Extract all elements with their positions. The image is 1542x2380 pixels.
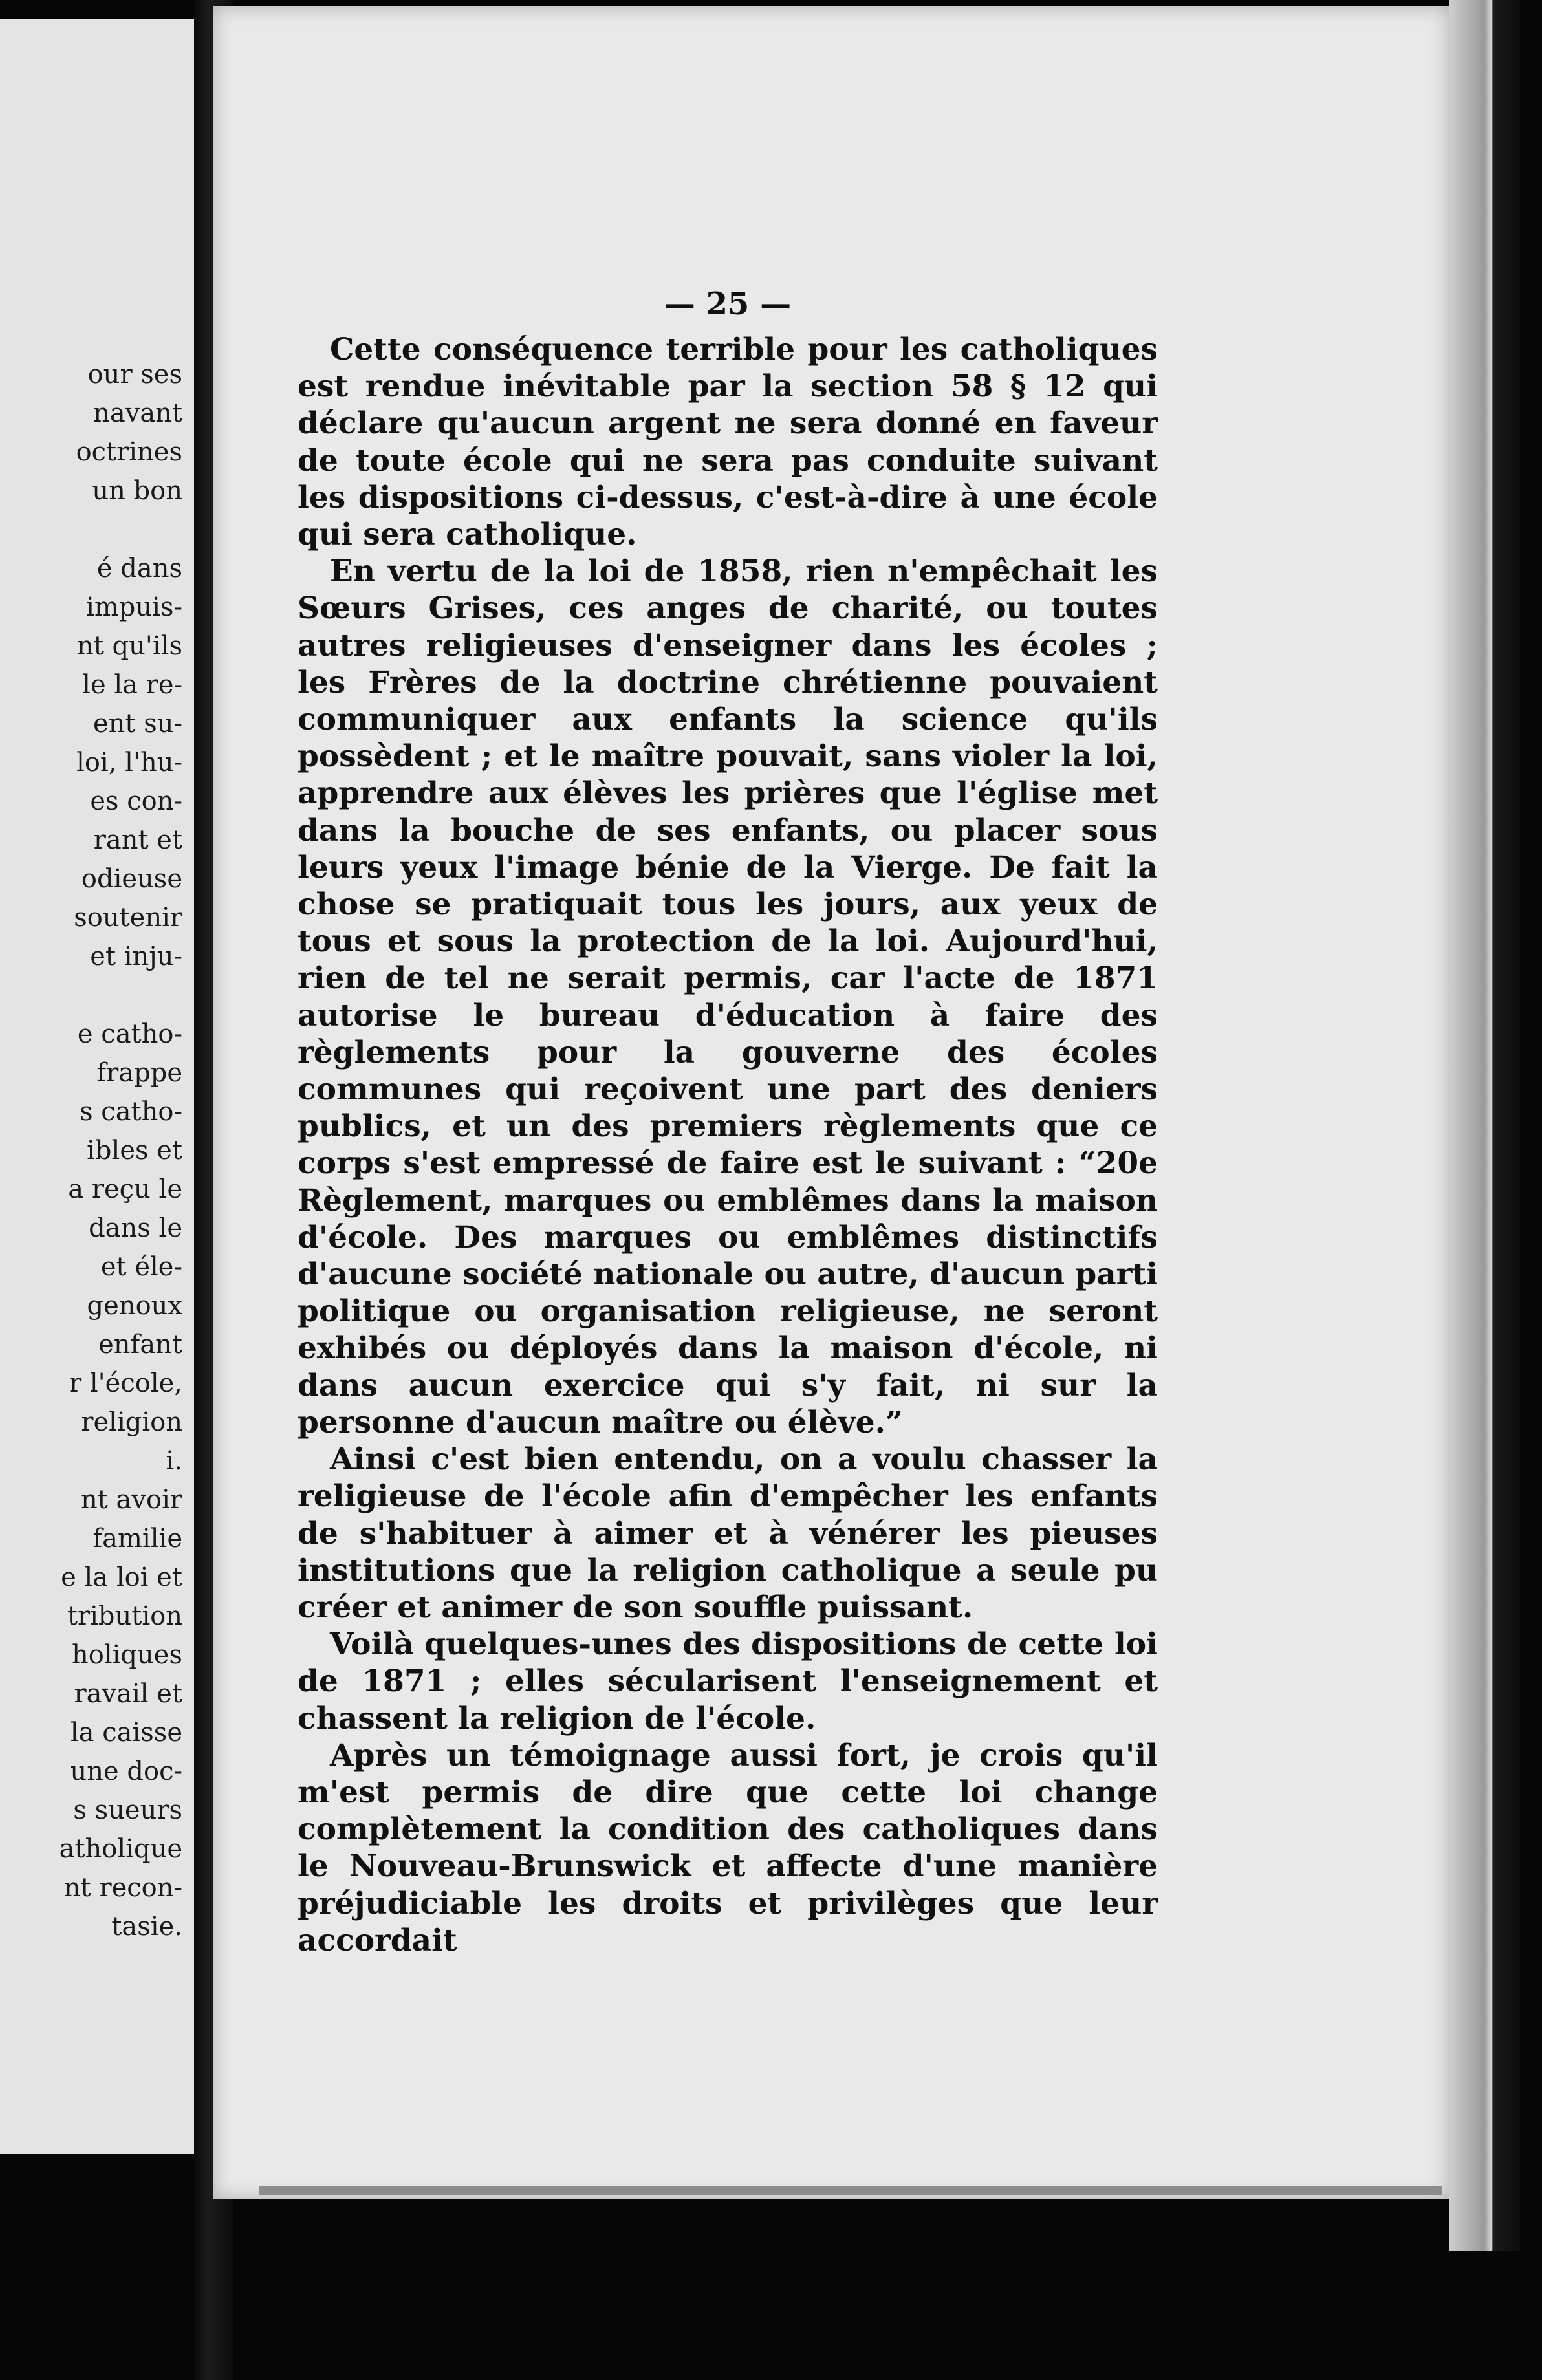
left-page-fragment: odieuse: [81, 864, 182, 894]
left-page-fragment: e la loi et: [61, 1563, 182, 1592]
paragraph-1: Cette conséquence terrible pour les catholiques est rendue inévitable par la section 58 § 12 qui déclare qu'aucun argent ne sera donné en faveur de toute école qui ne sera pas conduite suivant les dispositions ci-dessus, c'est-à-dire à une école qui sera catholique.: [298, 332, 1158, 553]
left-page-fragment: loi, l'hu-: [76, 748, 182, 777]
left-page-fragment: soutenir: [74, 903, 182, 933]
left-page-fragment: frappe: [96, 1058, 182, 1088]
page-number: — 25 —: [664, 286, 792, 322]
left-page-fragment: et éle-: [100, 1252, 182, 1282]
left-page-fragment: es con-: [90, 786, 182, 816]
page-bottom-edge: [259, 2186, 1442, 2195]
left-page-fragment: une doc-: [70, 1757, 182, 1786]
paragraph-5: Après un témoignage aussi fort, je crois qu'il m'est permis de dire que cette loi change complètement la condition des catholiques dans le Nouveau-Brunswick et affecte d'une manière préjudiciable les droits et privilèges que leur accordait: [298, 1737, 1158, 1958]
paragraph-2: En vertu de la loi de 1858, rien n'empêchait les Sœurs Grises, ces anges de charité, ou toutes autres religieuses d'enseigner dans les écoles ; les Frères de la doctrine chrétienne pouvaient communiquer aux enfants la science qu'ils possèdent ; et le maître pouvait, sans violer la loi, apprendre aux élèves les prières que l'église met dans la bouche de ses enfants, ou placer sous leurs yeux l'image bénie de la Vierge. De fait la chose se pratiquait tous les jours, aux yeux de tous et sous la protection de la loi. Aujourd'hui, rien de tel ne serait permis, car l'acte de 1871 autorise le bureau d'éducation à faire des règlements pour la gouverne des écoles communes qui reçoivent une part des deniers publics, et un des premiers règlements que ce corps s'est empressé de faire est le suivant : “20e Règlement, marques ou emblêmes dans la maison d'école. Des marques ou emblêmes distinctifs d'aucune société nationale ou autre, d'aucun parti politique ou organisation religieuse, ne seront exhibés ou déployés dans la maison d'école, ni dans aucun exercice qui s'y fait, ni sur la personne d'aucun maître ou élève.”: [298, 554, 1158, 1440]
left-page-fragment: é dans: [96, 554, 182, 583]
left-page-fragment: atholique: [59, 1834, 182, 1864]
left-page-fragment: familie: [92, 1524, 182, 1553]
left-page-fragment: i.: [166, 1446, 182, 1476]
left-page-fragment: a reçu le: [68, 1174, 182, 1204]
left-page-fragment: et inju-: [90, 942, 182, 971]
left-page-fragment: s catho-: [80, 1097, 182, 1127]
left-page-fragment: nt recon-: [63, 1873, 182, 1903]
left-page-fragment: ravail et: [74, 1679, 182, 1709]
left-page-fragment: our ses: [87, 360, 182, 389]
paragraph-4: Voilà quelques-unes des dispositions de cette loi de 1871 ; elles sécularisent l'enseignement et chassent la religion de l'école.: [298, 1627, 1158, 1736]
left-page-fragment: dans le: [89, 1213, 182, 1243]
paragraph-3: Ainsi c'est bien entendu, on a voulu chasser la religieuse de l'école afin d'empêcher les enfants de s'habituer à aimer et à vénérer les pieuses institutions que la religion catholique a seule pu créer et animer de son souffle puissant.: [298, 1442, 1158, 1625]
left-page-fragment: e catho-: [77, 1019, 182, 1049]
left-page-fragment: tribution: [67, 1601, 182, 1631]
left-page-fragment: r l'école,: [69, 1368, 182, 1398]
page-edge: [1449, 0, 1520, 2251]
left-page-fragment: nt qu'ils: [76, 631, 182, 661]
left-page-fragment: religion: [81, 1407, 182, 1437]
left-page-fragment: genoux: [87, 1291, 182, 1321]
left-page-fragment: ent su-: [92, 709, 182, 739]
left-page-fragment: ibles et: [87, 1136, 182, 1165]
left-page-fragment: la caisse: [70, 1718, 182, 1747]
left-page-fragment: rant et: [93, 825, 182, 855]
left-page-fragment: holiques: [72, 1640, 182, 1670]
left-page-fragment: tasie.: [111, 1912, 182, 1942]
left-page-fragment: enfant: [98, 1330, 182, 1359]
left-page-fragment: nt avoir: [81, 1485, 182, 1515]
previous-page-fragment: [0, 19, 220, 2154]
page-text: [298, 285, 1158, 1959]
left-page-fragment: s sueurs: [73, 1795, 182, 1825]
left-page-fragment: le la re-: [82, 670, 182, 700]
left-page-fragment: impuis-: [86, 592, 182, 622]
left-page-fragment: octrines: [76, 437, 182, 467]
left-page-fragment: un bon: [92, 476, 182, 506]
left-page-fragment: navant: [93, 398, 182, 428]
